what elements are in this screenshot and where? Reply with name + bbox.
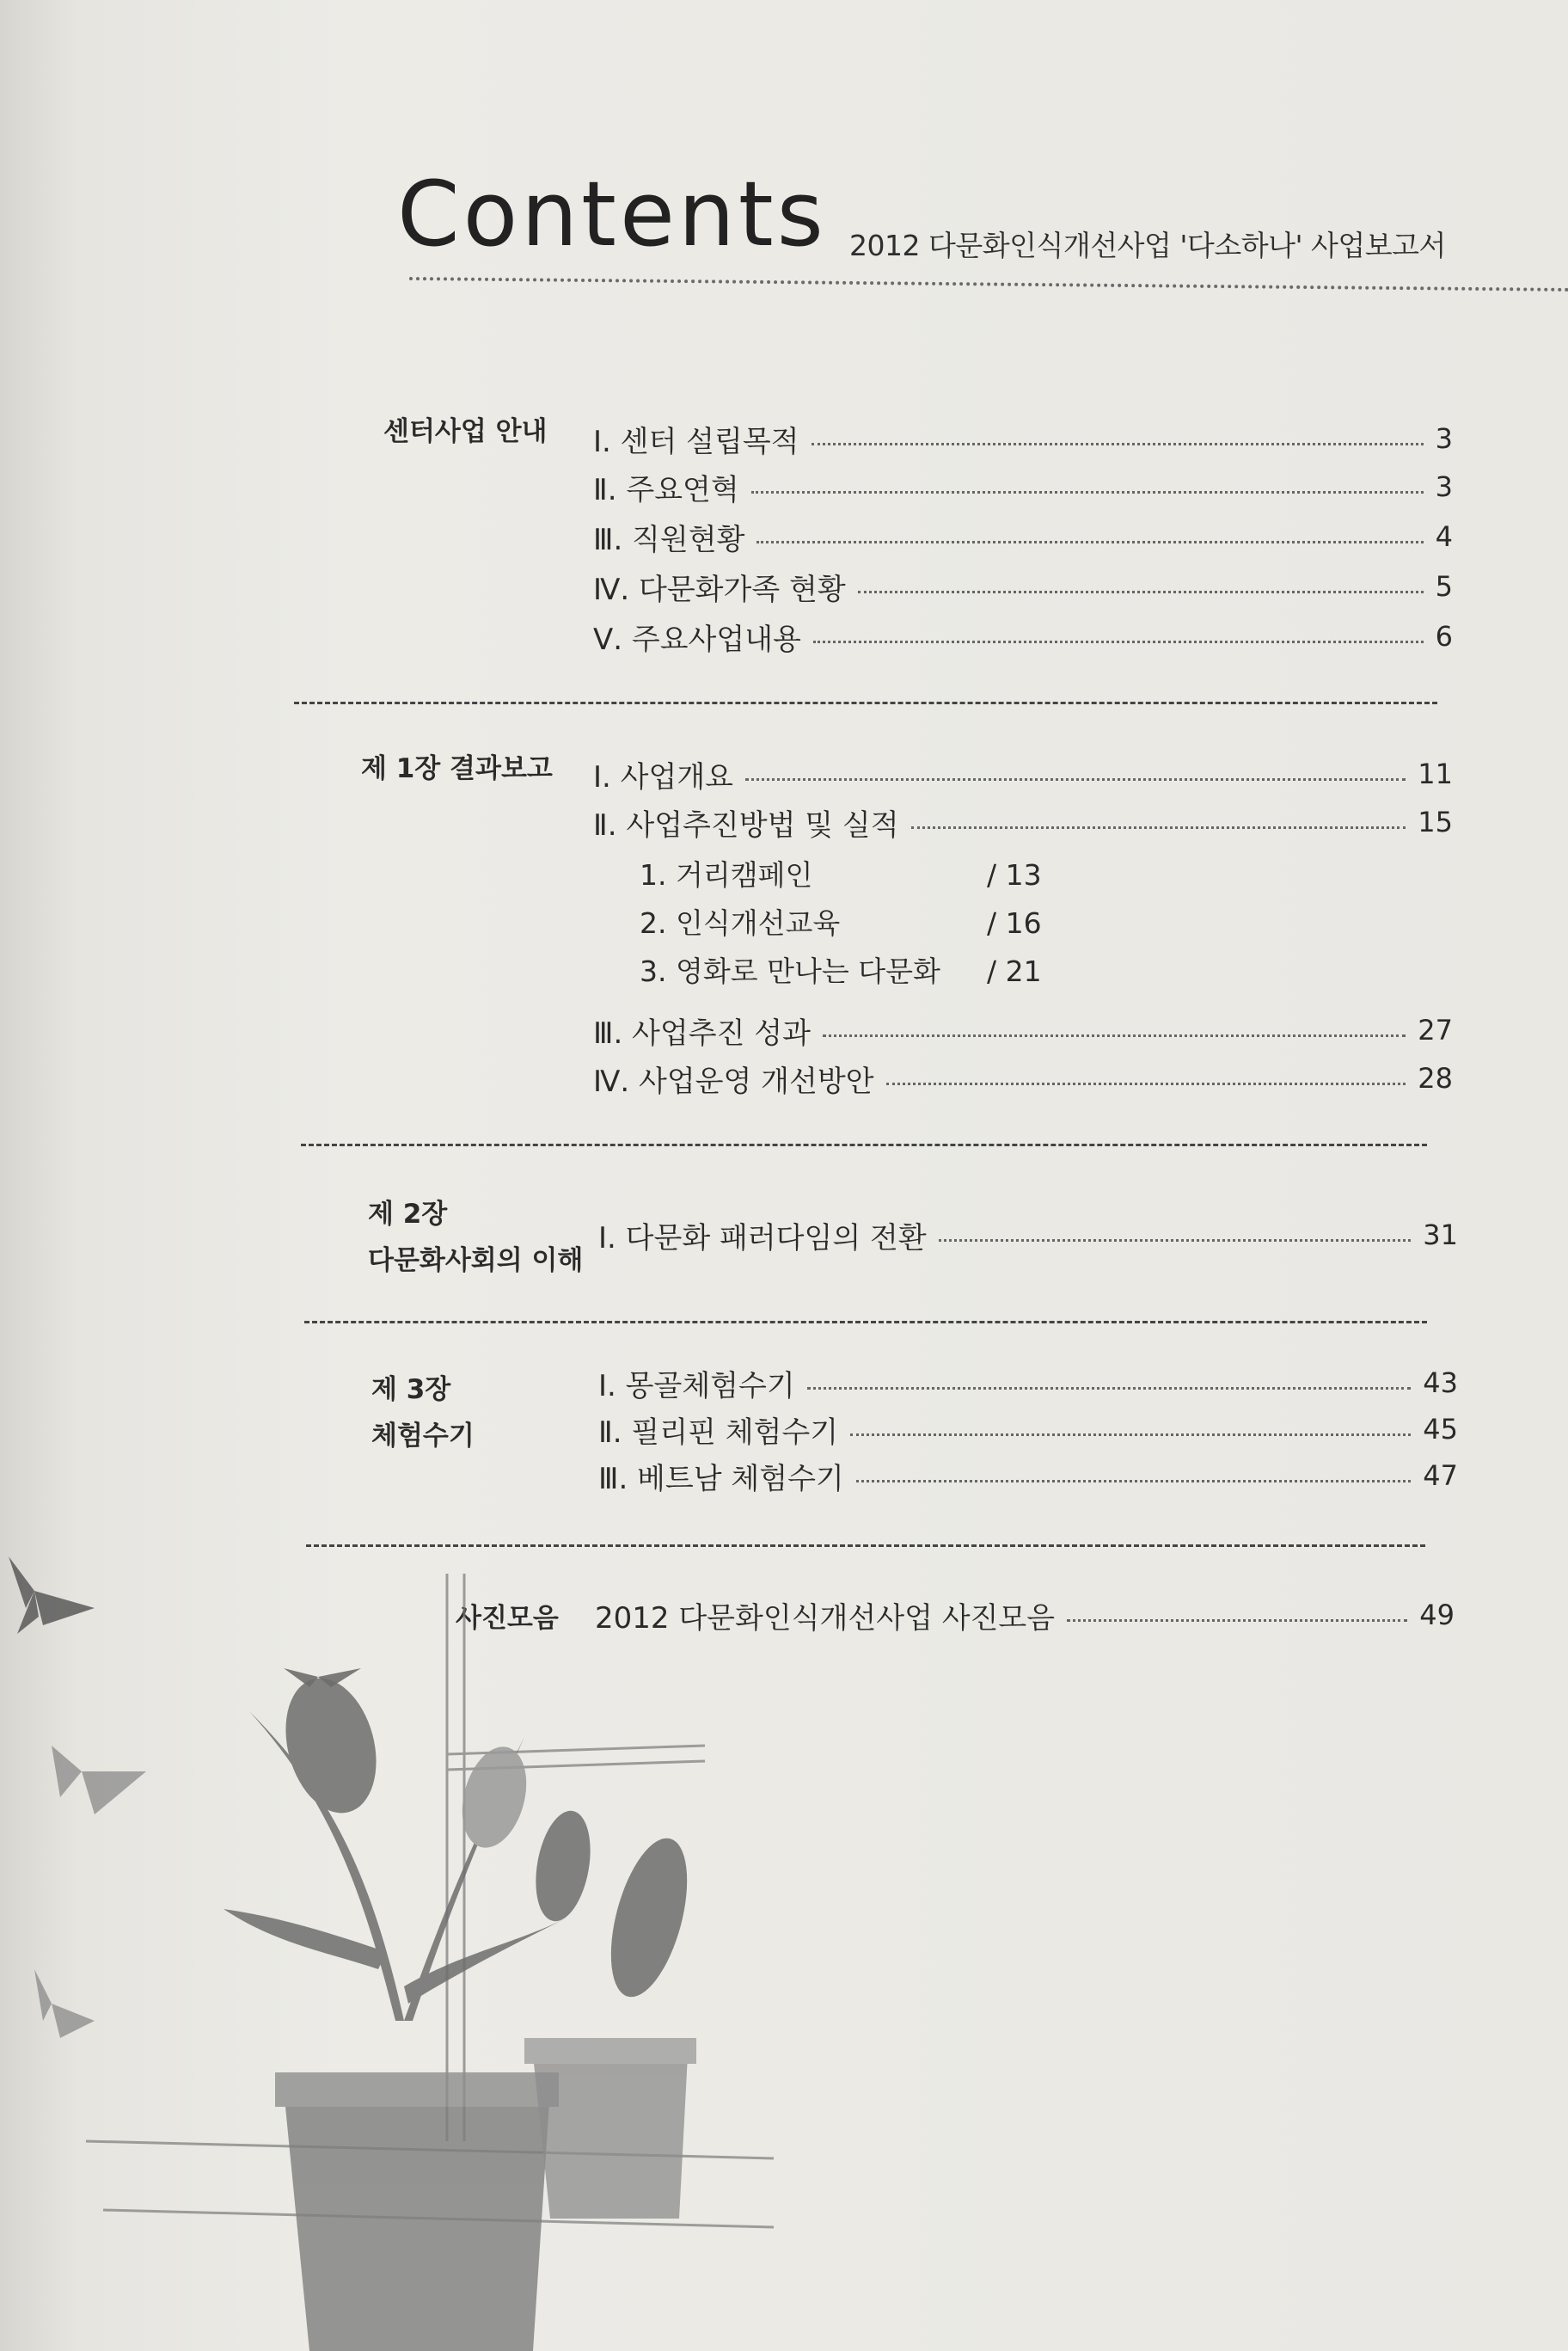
dot-leader <box>823 1034 1406 1037</box>
toc-entry-page: 27 <box>1418 1014 1453 1047</box>
toc-entry-title: Ⅱ. 사업추진방법 및 실적 <box>593 807 899 843</box>
toc-entry-title: Ⅰ. 센터 설립목적 <box>593 424 799 459</box>
butterfly-icon <box>52 1746 146 1814</box>
toc-entry-page: 15 <box>1418 806 1453 838</box>
dot-leader <box>911 826 1406 829</box>
dot-leader <box>807 1387 1412 1390</box>
toc-subentry-title: 3. 영화로 만나는 다문화 <box>640 955 940 988</box>
toc-entry[interactable] <box>598 1364 1458 1402</box>
toc-entry-title: Ⅴ. 주요사업내용 <box>593 622 801 657</box>
butterfly-icon <box>34 1969 95 2038</box>
toc-entry-title: Ⅳ. 다문화가족 현황 <box>593 572 846 607</box>
dot-leader <box>813 641 1424 643</box>
toc-entry[interactable] <box>593 468 1453 506</box>
report-subtitle: 2012 다문화인식개선사업 '다소하나' 사업보고서 <box>849 229 1446 262</box>
toc-entry[interactable] <box>598 1457 1458 1495</box>
toc-entry[interactable] <box>593 420 1453 457</box>
toc-entry[interactable] <box>593 803 1453 841</box>
toc-entry-title: Ⅰ. 몽골체험수기 <box>598 1368 795 1403</box>
toc-entry[interactable] <box>593 1011 1453 1049</box>
toc-entry[interactable] <box>593 755 1453 793</box>
toc-entry-page: 43 <box>1423 1366 1458 1399</box>
toc-entry-page: 45 <box>1423 1413 1458 1446</box>
toc-entry-title: Ⅲ. 직원현황 <box>593 522 745 557</box>
flower-pot <box>275 2072 559 2351</box>
flower-pot <box>524 2038 696 2219</box>
toc-subentry-title: 2. 인식개선교육 <box>640 906 841 940</box>
toc-entry-page: 49 <box>1419 1599 1455 1631</box>
toc-entry-title: Ⅱ. 주요연혁 <box>593 472 739 507</box>
toc-subentry-page: / 16 <box>987 906 1042 940</box>
toc-entry-page: 3 <box>1435 422 1453 455</box>
dot-leader <box>858 591 1424 593</box>
potted-plants-illustration <box>0 1539 774 2351</box>
toc-entry[interactable] <box>598 1216 1458 1254</box>
dot-leader <box>756 541 1423 543</box>
toc-subentry-page: / 21 <box>987 955 1042 988</box>
toc-entry[interactable] <box>593 1059 1453 1097</box>
toc-entry-page: 3 <box>1435 470 1453 503</box>
toc-entry-title: Ⅰ. 사업개요 <box>593 759 734 795</box>
plant-leaves <box>224 1668 701 2021</box>
toc-entry-title: Ⅳ. 사업운영 개선방안 <box>593 1064 874 1099</box>
toc-entry-page: 31 <box>1423 1218 1458 1251</box>
toc-entry-title: Ⅱ. 필리핀 체험수기 <box>598 1415 839 1450</box>
toc-entry-title: Ⅰ. 다문화 패러다임의 전환 <box>598 1220 927 1255</box>
section-label-photos: 사진모음 <box>456 1603 559 1634</box>
toc-entry[interactable] <box>593 518 1453 556</box>
toc-subentry-page: / 13 <box>987 858 1042 892</box>
toc-entry-page: 11 <box>1418 758 1453 790</box>
toc-entry-title: Ⅲ. 베트남 체험수기 <box>598 1461 844 1496</box>
dot-leader <box>939 1239 1412 1242</box>
dot-leader <box>886 1083 1406 1085</box>
toc-entry-title: 2012 다문화인식개선사업 사진모음 <box>595 1600 1056 1636</box>
toc-entry-title: Ⅲ. 사업추진 성과 <box>593 1016 811 1051</box>
butterfly-icon <box>9 1556 95 1634</box>
section-label-chapter3-title: 체험수기 <box>371 1421 475 1452</box>
toc-entry[interactable] <box>598 1410 1458 1448</box>
section-divider <box>301 1144 1427 1146</box>
section-label-chapter2-number: 제 2장 <box>368 1199 448 1230</box>
dot-leader <box>812 443 1424 445</box>
dot-leader <box>745 778 1406 781</box>
toc-subentry-title: 1. 거리캠페인 <box>640 858 813 892</box>
section-label-chapter3-number: 제 3장 <box>371 1374 451 1405</box>
section-divider <box>294 702 1437 704</box>
section-label-chapter1: 제 1장 결과보고 <box>361 753 553 784</box>
toc-entry-page: 28 <box>1418 1062 1453 1095</box>
toc-entry[interactable] <box>593 617 1453 655</box>
section-label-chapter2-title: 다문화사회의 이해 <box>368 1245 584 1276</box>
section-divider <box>304 1321 1427 1323</box>
section-label-center: 센터사업 안내 <box>383 416 548 447</box>
toc-entry-page: 5 <box>1435 570 1453 603</box>
dot-leader <box>751 491 1424 494</box>
dot-leader <box>1067 1619 1407 1622</box>
toc-entry-page: 4 <box>1435 520 1453 553</box>
toc-entry-page: 47 <box>1423 1459 1458 1492</box>
dot-leader <box>856 1480 1412 1482</box>
page-title: Contents <box>397 162 827 267</box>
dot-leader <box>850 1433 1411 1436</box>
toc-entry-page: 6 <box>1435 620 1453 653</box>
toc-entry[interactable] <box>593 568 1453 605</box>
